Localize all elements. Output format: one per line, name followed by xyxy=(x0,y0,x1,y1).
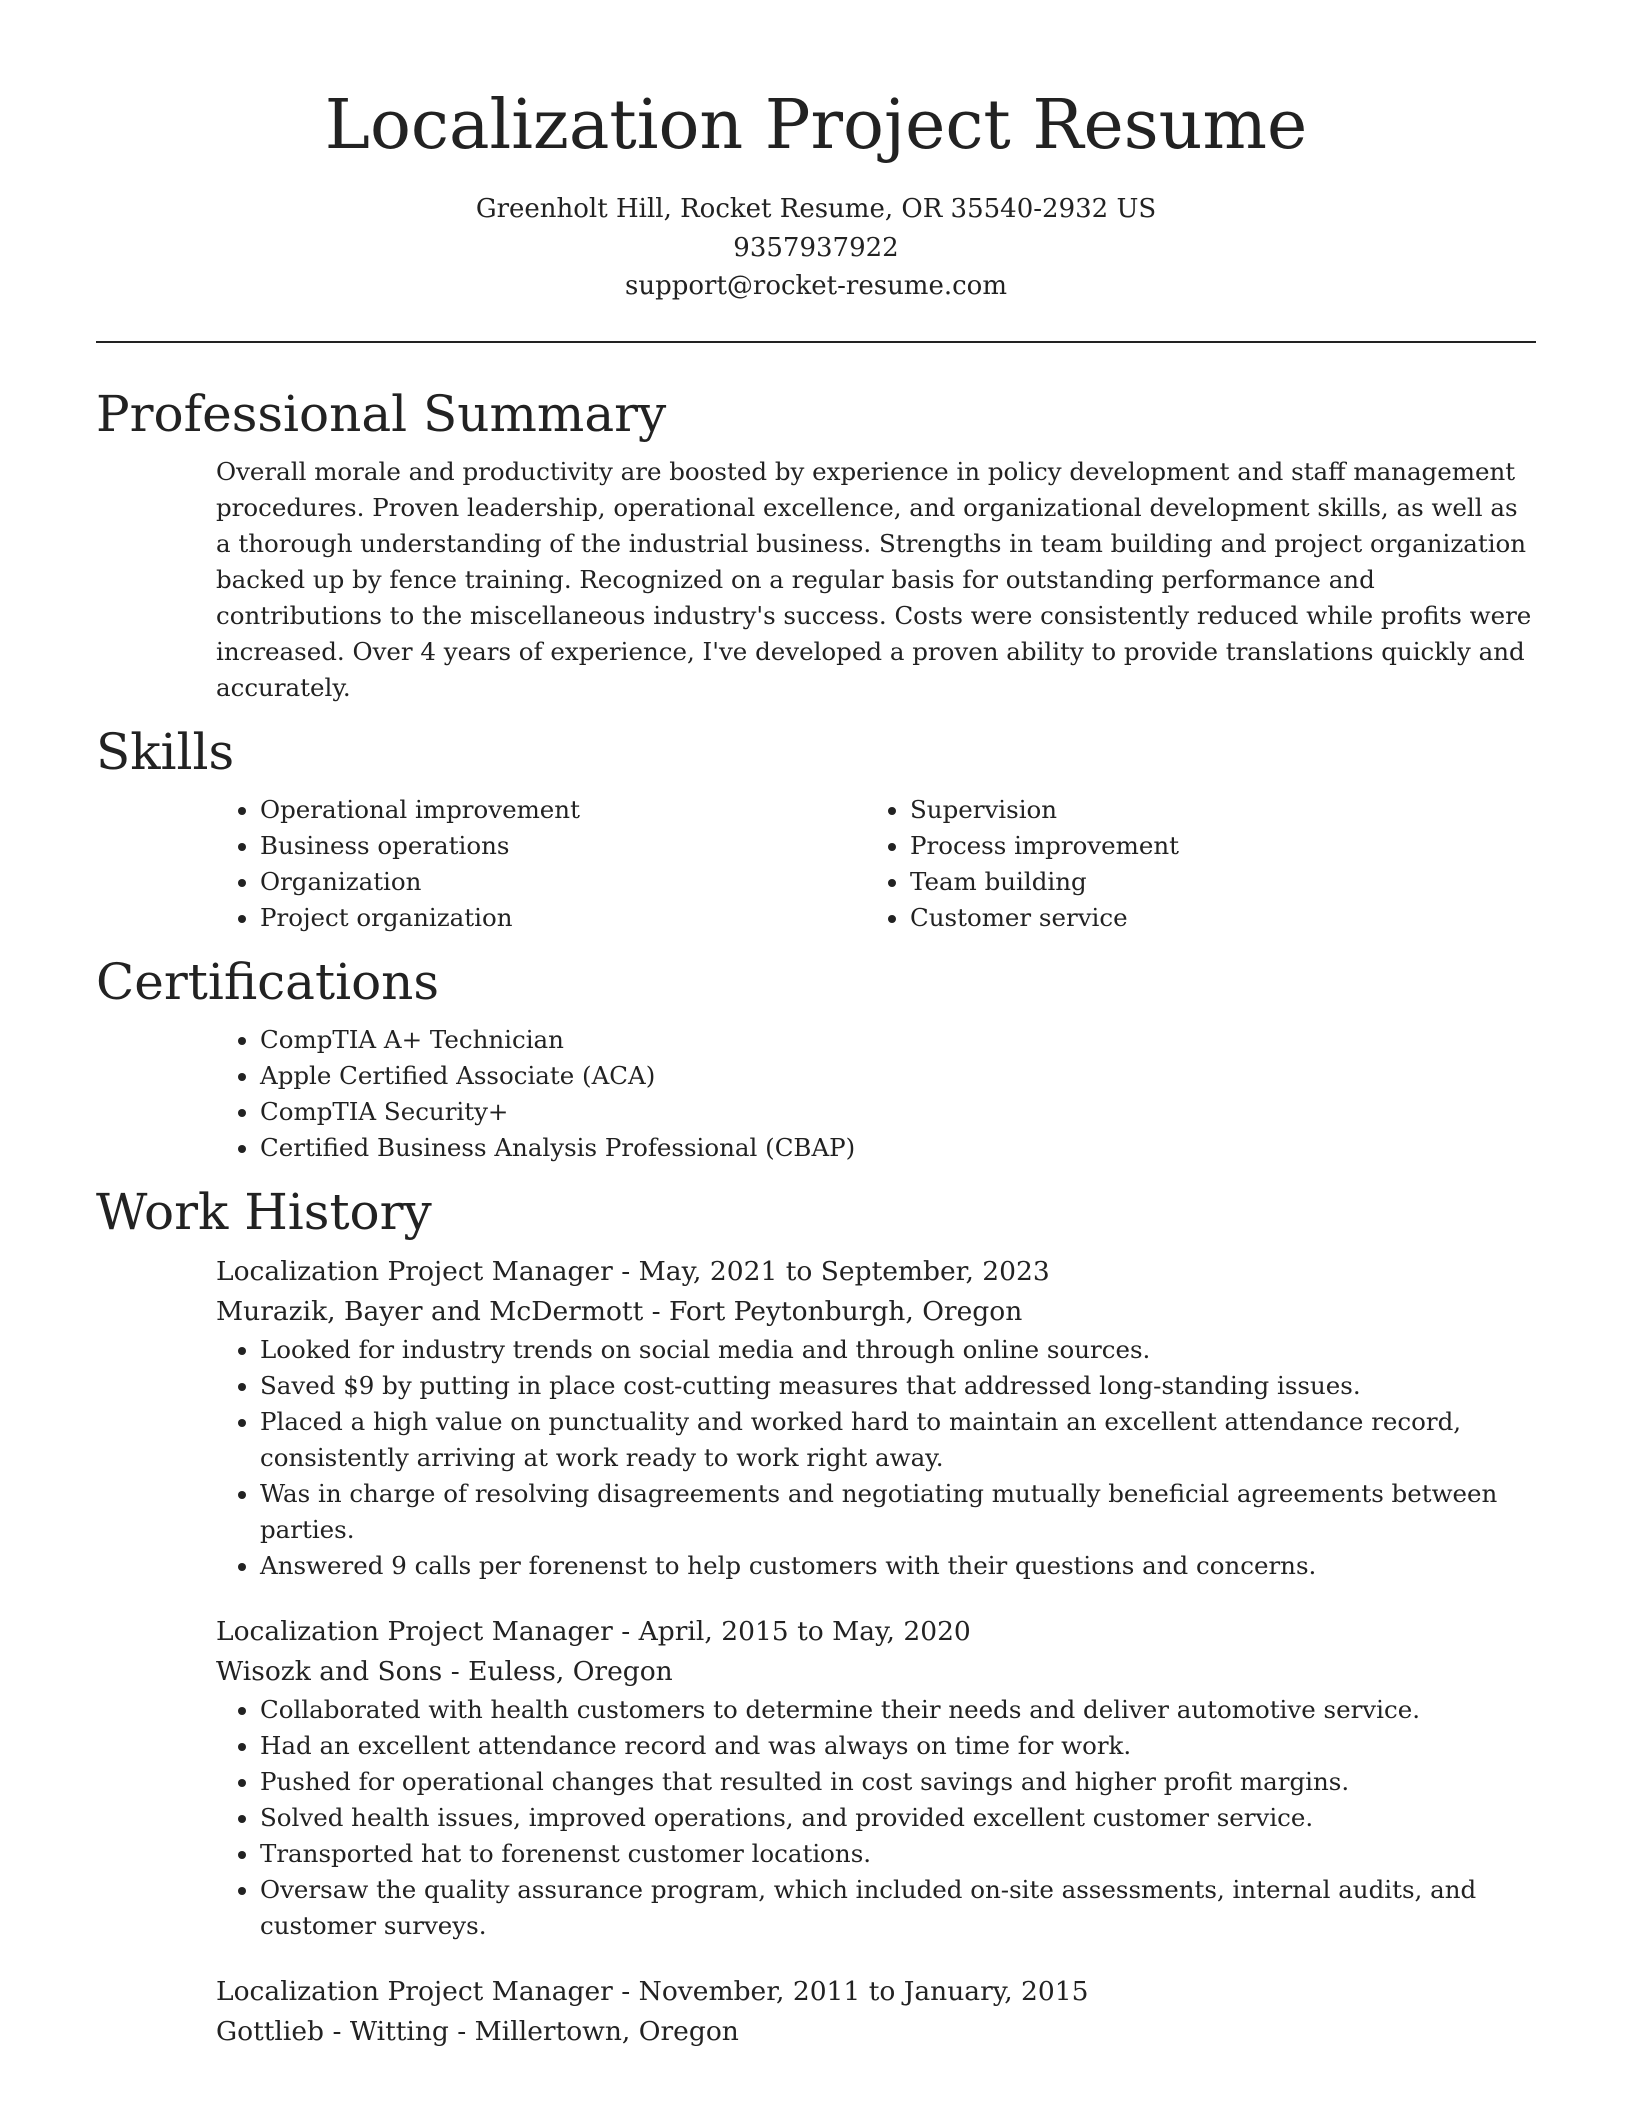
resume-header xyxy=(0,0,1632,306)
job-bullet: • Placed a high value on punctuality and worked hard to maintain an excellent attendance record, consistently arriving at work ready to work right away. xyxy=(260,1404,1536,1476)
certifications-title: Certifications xyxy=(96,953,440,1011)
job-title-line: Localization Project Manager - November, 2011 to January, 2015 xyxy=(216,1976,1089,2007)
job-bullet: • Looked for industry trends on social media and through online sources. xyxy=(260,1332,1536,1368)
skills-columns xyxy=(216,792,1536,936)
skill-item: • Project organization xyxy=(260,900,866,936)
job-company-line: Gottlieb - Witting - Millertown, Oregon xyxy=(216,2016,739,2047)
skill-item: • Business operations xyxy=(260,828,866,864)
job-entry xyxy=(216,1972,1536,2052)
contact-phone: 9357937922 xyxy=(733,232,899,263)
skills-list-left xyxy=(216,792,866,936)
job-bullet: • Answered 9 calls per forenenst to help customers with their questions and concerns. xyxy=(260,1548,1536,1584)
job-bullet: • Transported hat to forenenst customer locations. xyxy=(260,1836,1536,1872)
certification-item: • Apple Certified Associate (ACA) xyxy=(260,1058,1536,1094)
job-title-line: Localization Project Manager - May, 2021 to September, 2023 xyxy=(216,1256,1050,1287)
work-history-title: Work History xyxy=(96,1183,432,1241)
resume-content xyxy=(96,382,1536,2052)
job-bullet: • Saved $9 by putting in place cost-cutting measures that addressed long-standing issues. xyxy=(260,1368,1536,1404)
job-bullets xyxy=(216,1332,1536,1584)
job-bullet: • Solved health issues, improved operations, and provided excellent customer service. xyxy=(260,1800,1536,1836)
job-entry xyxy=(216,1252,1536,1584)
header-divider xyxy=(96,341,1536,343)
job-bullet: • Oversaw the quality assurance program, which included on-site assessments, internal audits, and customer surveys. xyxy=(260,1872,1536,1944)
certifications-section xyxy=(96,950,1536,1166)
job-bullet: • Pushed for operational changes that resulted in cost savings and higher profit margins. xyxy=(260,1764,1536,1800)
skills-section xyxy=(96,720,1536,936)
skills-list-right xyxy=(866,792,1516,936)
job-bullet: • Had an excellent attendance record and was always on time for work. xyxy=(260,1728,1536,1764)
contact-email: support@rocket-resume.com xyxy=(624,271,1007,301)
work-history-section xyxy=(96,1180,1536,2052)
job-title-line: Localization Project Manager - April, 2015 to May, 2020 xyxy=(216,1616,971,1647)
summary-section xyxy=(96,382,1536,706)
certification-item: • Certified Business Analysis Professional (CBAP) xyxy=(260,1130,1536,1166)
skill-item: • Supervision xyxy=(910,792,1516,828)
job-company-line: Wisozk and Sons - Euless, Oregon xyxy=(216,1656,673,1687)
skills-title: Skills xyxy=(96,723,235,781)
job-bullet: • Collaborated with health customers to determine their needs and deliver automotive service. xyxy=(260,1692,1536,1728)
skill-item: • Customer service xyxy=(910,900,1516,936)
skill-item: • Team building xyxy=(910,864,1516,900)
certification-item: • CompTIA A+ Technician xyxy=(260,1022,1536,1058)
job-bullet: • Was in charge of resolving disagreements and negotiating mutually beneficial agreements between parties. xyxy=(260,1476,1536,1548)
job-entry xyxy=(216,1612,1536,1944)
summary-title: Professional Summary xyxy=(96,385,667,443)
contact-block xyxy=(0,190,1632,306)
resume-name: Localization Project Resume xyxy=(324,86,1308,165)
certifications-list xyxy=(216,1022,1536,1166)
certification-item: • CompTIA Security+ xyxy=(260,1094,1536,1130)
skill-item: • Organization xyxy=(260,864,866,900)
skill-item: • Process improvement xyxy=(910,828,1516,864)
summary-text: Overall morale and productivity are boosted by experience in policy development and staff management procedures. Proven leadership, operational excellence, and organizational development skills, as well as a thorough understanding of the industrial business. Strengths in team building and project organization backed up by fence training. Recognized on a regular basis for outstanding performance and contributions to the miscellaneous industry's success. Costs were consistently reduced while profits were increased. Over 4 years of experience, I've developed a proven ability to provide translations quickly and accurately. xyxy=(216,457,1532,702)
job-bullets xyxy=(216,1692,1536,1944)
contact-address: Greenholt Hill, Rocket Resume, OR 35540-2932 US xyxy=(475,194,1157,224)
skill-item: • Operational improvement xyxy=(260,792,866,828)
job-company-line: Murazik, Bayer and McDermott - Fort Peytonburgh, Oregon xyxy=(216,1296,1023,1327)
